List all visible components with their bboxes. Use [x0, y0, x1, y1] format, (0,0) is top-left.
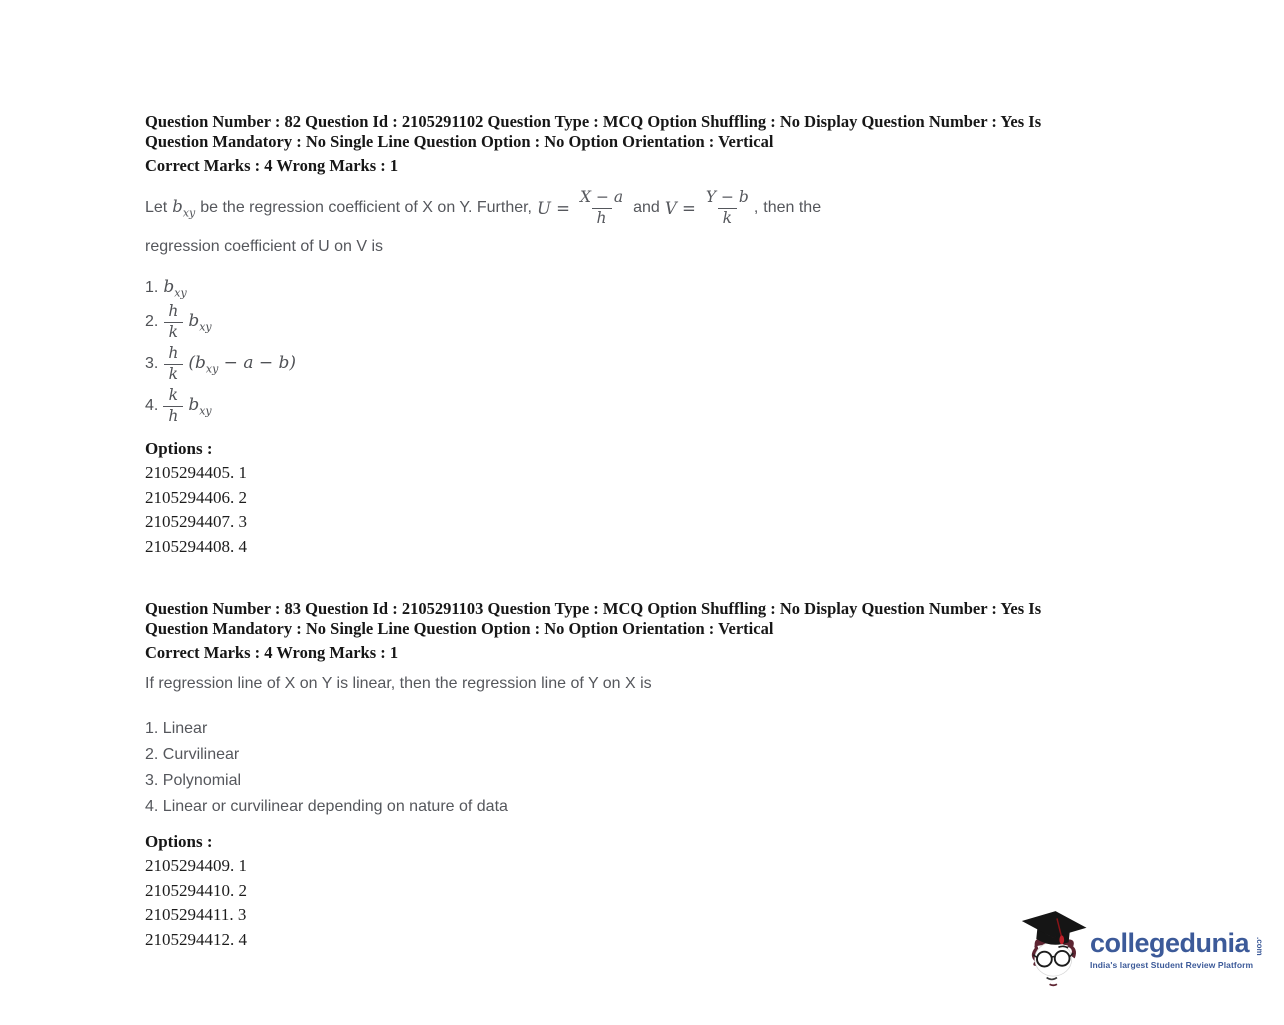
question-82-header-line1: Question Number : 82 Question Id : 2105291102 Question Type : MCQ Option Shuffling : No Display Question Number : Yes Is — [145, 112, 1042, 131]
math-bxy: $b_{xy}$ — [188, 394, 212, 418]
question-83-header-line1: Question Number : 83 Question Id : 2105291103 Question Type : MCQ Option Shuffling : No Display Question Number : Yes Is — [145, 599, 1042, 618]
brand-tld: .com — [1255, 937, 1265, 956]
options-label: Options : — [145, 832, 213, 851]
option-id: 2105294409. 1 — [145, 856, 247, 875]
option-2: 2. Curvilinear — [145, 746, 240, 763]
question-82-text-line2: regression coefficient of U on V is — [145, 238, 384, 255]
collegedunia-logo — [1020, 906, 1265, 990]
question-82-text — [145, 185, 1105, 257]
option-1 — [145, 275, 1105, 301]
question-82-block — [145, 112, 1105, 559]
math-expression: $(b_{xy} - a - b)$ — [188, 352, 297, 376]
question-83-header — [145, 599, 1105, 638]
math-u-equals: U = — [537, 198, 570, 218]
option-1: 1. Linear — [145, 720, 208, 737]
math-fraction-h-over-k: $\frac{h}{k}$ — [163, 344, 183, 384]
question-83-block — [145, 599, 1105, 952]
text-tail: then the — [763, 199, 822, 216]
question-82-marks: Correct Marks : 4 Wrong Marks : 1 — [145, 156, 399, 175]
option-id: 2105294411. 3 — [145, 905, 247, 924]
math-fraction-x-a-over-h: $\frac{X - a}{h}$ — [579, 188, 624, 227]
math-bxy: $b_{xy}$ — [188, 310, 212, 334]
option-2 — [145, 301, 1105, 343]
option-4: 4. Linear or curvilinear depending on nature of data — [145, 798, 508, 815]
option-id: 2105294412. 4 — [145, 929, 247, 949]
option-number: 1. — [145, 279, 159, 296]
brand-tagline: India's largest Student Review Platform — [1090, 960, 1254, 970]
option-3: 3. Polynomial — [145, 772, 242, 789]
math-fraction-y-b-over-k: $\frac{Y - b}{k}$ — [705, 188, 749, 227]
question-83-text: If regression line of X on Y is linear, then the regression line of Y on X is — [145, 675, 652, 692]
option-4 — [145, 385, 1105, 427]
option-id: 2105294406. 2 — [145, 487, 247, 507]
math-bxy: $b_{xy}$ — [172, 196, 196, 220]
option-id: 2105294410. 2 — [145, 880, 247, 900]
option-id: 2105294405. 1 — [145, 463, 247, 482]
question-83-option-ids — [145, 854, 1105, 952]
math-bxy: $b_{xy}$ — [163, 276, 187, 300]
text-mid: be the regression coefficient of X on Y. Further, — [200, 199, 532, 216]
option-id: 2105294407. 3 — [145, 512, 247, 531]
question-83-header-line2: Question Mandatory : No Single Line Question Option : No Option Orientation : Vertical — [145, 618, 774, 638]
math-v-equals: V = — [664, 198, 696, 218]
math-fraction-k-over-h: $\frac{k}{h}$ — [163, 386, 183, 426]
option-number: 3. — [145, 355, 159, 372]
graduate-boy-mascot-icon — [1020, 906, 1088, 990]
math-fraction-h-over-k: $\frac{h}{k}$ — [163, 302, 183, 342]
logo-text — [1090, 928, 1265, 970]
option-3 — [145, 343, 1105, 385]
page-content — [145, 112, 1105, 952]
option-number: 4. — [145, 397, 159, 414]
options-label: Options : — [145, 439, 213, 458]
question-83-marks: Correct Marks : 4 Wrong Marks : 1 — [145, 643, 399, 662]
question-82-option-ids — [145, 461, 1105, 559]
text-and: and — [633, 199, 660, 216]
question-82-header-line2: Question Mandatory : No Single Line Question Option : No Option Orientation : Vertical — [145, 131, 774, 151]
option-id: 2105294408. 4 — [145, 536, 247, 556]
text-lead: Let — [145, 199, 168, 216]
text-comma: , — [753, 199, 759, 216]
question-82-text-line1 — [145, 185, 1105, 231]
option-number: 2. — [145, 313, 159, 330]
brand-name: collegedunia — [1090, 928, 1250, 958]
question-83-options — [145, 716, 1105, 820]
question-82-options — [145, 275, 1105, 427]
question-82-header — [145, 112, 1105, 151]
